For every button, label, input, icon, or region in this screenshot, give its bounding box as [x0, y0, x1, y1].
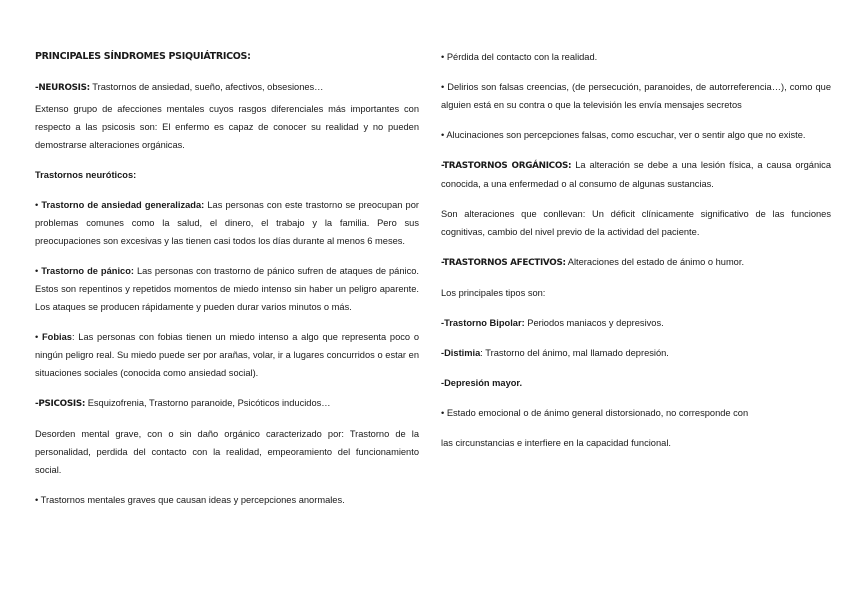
bullet: •	[35, 266, 42, 276]
bipolar-label: -Trastorno Bipolar:	[441, 318, 525, 328]
page-title: PRINCIPALES SÍNDROMES PSIQUIÁTRICOS:	[35, 51, 251, 62]
psicosis-intro	[35, 394, 419, 413]
fobias-label: Fobias	[42, 332, 72, 342]
panico-text: Las personas con trastorno de pánico sufren de ataques de pánico. Estos son repentinos y repetidos momentos de miedo intenso sin haber un peligro aparente. Los ataques se producen rápidamente y pueden durar varios minutos o más.	[35, 266, 419, 312]
psicosis-lead: Esquizofrenia, Trastorno paranoide, Psicóticos inducidos…	[85, 398, 331, 408]
psicosis-bullet-2: • Pérdida del contacto con la realidad.	[441, 52, 598, 62]
psicosis-bullet-1: • Trastornos mentales graves que causan ideas y percepciones anormales.	[35, 495, 345, 505]
organicos-lead: La alteración se debe a una lesión física, a causa orgánica conocida, a una enfermedad o al consumo de algunas sustancias.	[441, 160, 831, 189]
depresion-bullet-2: las circunstancias e interfiere en la capacidad funcional.	[441, 438, 671, 448]
neurosis-intro	[35, 78, 419, 97]
psicosis-heading: -PSICOSIS:	[35, 399, 86, 409]
fobias-paragraph	[35, 328, 419, 382]
distimia-label: -Distimia	[441, 348, 481, 358]
neuroticos-heading: Trastornos neuróticos:	[35, 170, 137, 180]
fobias-text: : Las personas con fobias tienen un miedo intenso a algo que representa poco o ningún peligro real. Su miedo puede ser por arañas, volar, ir a lugares concurridos o estar en situaciones sociales (conocida como ansiedad social).	[35, 332, 419, 378]
tag-label: Trastorno de ansiedad generalizada:	[41, 200, 205, 210]
distimia-text: : Trastorno del ánimo, mal llamado depresión.	[480, 348, 669, 358]
neurosis-heading: -NEUROSIS:	[35, 83, 90, 93]
right-column	[441, 48, 831, 461]
organicos-body: Son alteraciones que conllevan: Un déficit clínicamente significativo de las funciones cognitivas, cambio del nivel previo de la actividad del paciente.	[441, 209, 831, 237]
neurosis-lead: Trastornos de ansiedad, sueño, afectivos, obsesiones…	[89, 82, 324, 92]
depresion-bullet-1: • Estado emocional o de ánimo general distorsionado, no corresponde con	[441, 408, 749, 418]
depresion-label: -Depresión mayor.	[441, 378, 523, 388]
left-column	[35, 48, 419, 518]
bullet: •	[35, 200, 42, 210]
psicosis-bullet-4: • Alucinaciones son percepciones falsas, como escuchar, ver o sentir algo que no existe.	[441, 130, 806, 140]
bipolar-line	[441, 314, 831, 332]
distimia-line	[441, 344, 831, 362]
panico-paragraph	[35, 262, 419, 316]
bullet: •	[35, 332, 42, 342]
organicos-heading: -TRASTORNOS ORGÁNICOS:	[441, 161, 572, 171]
afectivos-intro	[441, 253, 831, 272]
tag-text: Las personas con este trastorno se preocupan por problemas comunes como la salud, el dinero, el trabajo y la familia. Pero sus preocupaciones son excesivas y las tienen casi todos los días durante al menos 6 meses.	[35, 200, 419, 246]
psicosis-bullet-3: • Delirios son falsas creencias, (de persecución, paranoides, de autorreferencia…), como que alguien está en su contra o que la televisión les envía mensajes secretos	[441, 82, 831, 110]
neurosis-body: Extenso grupo de afecciones mentales cuyos rasgos diferenciales más importantes con respecto a las psicosis son: El enfermo es capaz de conocer su realidad y no pueden demostrarse alteraciones orgánicas.	[35, 104, 419, 150]
panico-label: Trastorno de pánico:	[41, 266, 134, 276]
organicos-intro	[441, 156, 831, 193]
tag-paragraph	[35, 196, 419, 250]
psicosis-body: Desorden mental grave, con o sin daño orgánico caracterizado por: Trastorno de la personalidad, perdida del contacto con la realidad, empeoramiento del funcionamiento social.	[35, 429, 419, 475]
afectivos-heading: -TRASTORNOS AFECTIVOS:	[441, 258, 566, 268]
bipolar-text: Periodos maniacos y depresivos.	[524, 318, 664, 328]
afectivos-tipos: Los principales tipos son:	[441, 288, 546, 298]
afectivos-lead: Alteraciones del estado de ánimo o humor.	[565, 257, 745, 267]
